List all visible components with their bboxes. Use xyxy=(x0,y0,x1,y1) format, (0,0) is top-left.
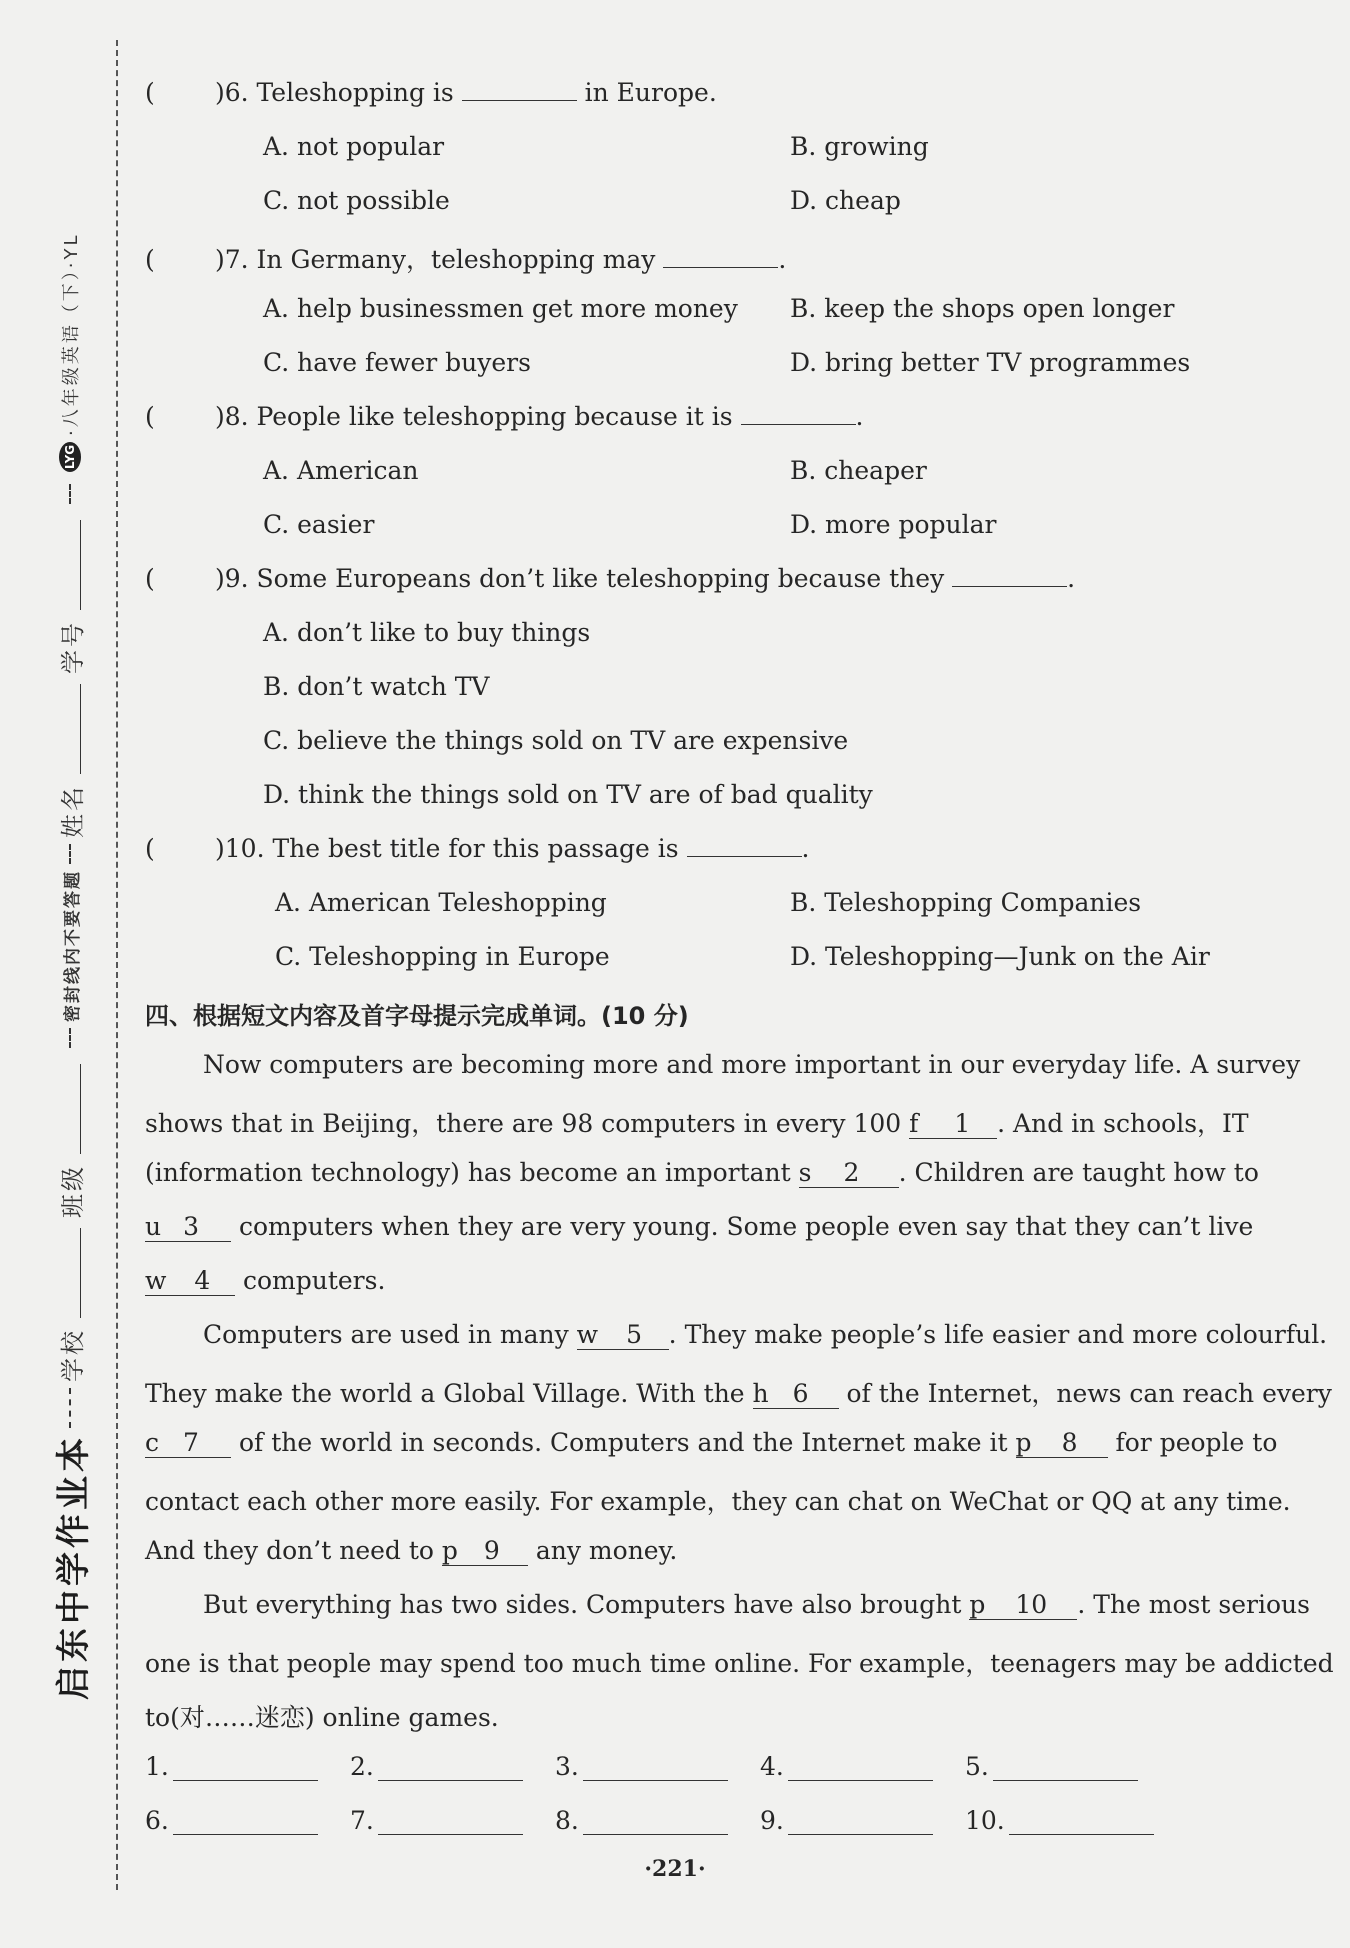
dash-segment xyxy=(69,844,71,864)
text-line: contact each other more easily. For example，they can chat on WeChat or QQ at any time. xyxy=(145,1487,1291,1516)
answer-paren[interactable]: ( xyxy=(145,245,155,274)
text-line xyxy=(203,1590,1310,1620)
text-line xyxy=(145,1374,1332,1410)
dash-segment xyxy=(69,1028,71,1048)
question-stem: )9. Some Europeans don’t like teleshopping because they xyxy=(215,564,945,593)
text-line: Now computers are becoming more and more important in our everyday life. A survey xyxy=(203,1050,1301,1079)
question-6 xyxy=(145,78,717,107)
answer-paren[interactable]: ( xyxy=(145,834,155,863)
blank-5[interactable]: w 5 xyxy=(577,1320,669,1350)
section-title: 四、根据短文内容及首字母提示完成单词。(10 分) xyxy=(145,1002,689,1030)
grade-label: ·八年级英语（下）·YL xyxy=(61,232,82,436)
blank-8[interactable]: p 8 xyxy=(1016,1428,1108,1458)
option: B. keep the shops open longer xyxy=(790,294,1175,323)
seal-note: 密封线内不要答题 xyxy=(62,870,83,1022)
blank-4[interactable]: w 4 xyxy=(145,1266,235,1296)
question-stem: )7. In Germany，teleshopping may xyxy=(215,245,656,274)
question-stem-end: . xyxy=(778,245,787,274)
text-line xyxy=(203,1320,1327,1350)
question-stem-end: in Europe. xyxy=(584,78,717,107)
question-stem-end: . xyxy=(801,834,810,863)
stem-blank xyxy=(687,834,802,857)
answer-3[interactable]: 3. xyxy=(555,1752,728,1781)
text-line: to(对……迷恋) online games. xyxy=(145,1703,499,1732)
class-label: 班级 xyxy=(58,1164,87,1218)
answer-5[interactable]: 5. xyxy=(965,1752,1138,1781)
option: D. think the things sold on TV are of bad quality xyxy=(263,780,873,809)
blank-2[interactable]: s 2 xyxy=(799,1158,899,1188)
text-line xyxy=(145,1104,1249,1140)
option: C. have fewer buyers xyxy=(263,348,531,377)
text-span: for people to xyxy=(1115,1428,1278,1457)
option: B. cheaper xyxy=(790,456,927,485)
text-span: But everything has two sides. Computers have also brought xyxy=(203,1590,962,1619)
text-line xyxy=(145,1212,1253,1242)
blank-7[interactable]: c 7 xyxy=(145,1428,231,1458)
question-10 xyxy=(145,834,810,863)
text-span: shows that in Beijing，there are 98 computers in every 100 xyxy=(145,1109,902,1138)
stem-blank xyxy=(462,78,577,101)
publisher-logo: LYG xyxy=(59,442,81,472)
option: D. more popular xyxy=(790,510,997,539)
dash-segment xyxy=(69,484,71,504)
option: D. bring better TV programmes xyxy=(790,348,1191,377)
stem-blank xyxy=(952,564,1067,587)
text-span: computers. xyxy=(242,1266,386,1295)
option: C. easier xyxy=(263,510,375,539)
answer-paren[interactable]: ( xyxy=(145,402,155,431)
text-line xyxy=(145,1536,677,1566)
id-label: 学号 xyxy=(58,620,87,674)
seal-dashed-line xyxy=(116,40,118,1890)
stem-blank xyxy=(663,245,778,268)
blank-10[interactable]: p 10 xyxy=(969,1590,1077,1620)
binding-sidebar xyxy=(40,50,100,1700)
blank-1[interactable]: f 1 xyxy=(909,1109,997,1139)
text-span: (information technology) has become an important xyxy=(145,1158,791,1187)
text-span: of the Internet，news can reach every xyxy=(846,1379,1332,1408)
name-blank[interactable] xyxy=(60,684,81,774)
dash-segment xyxy=(69,1388,71,1428)
answer-10[interactable]: 10. xyxy=(965,1806,1154,1835)
option: A. American Teleshopping xyxy=(275,888,607,917)
text-span: . They make people’s life easier and more colourful. xyxy=(668,1320,1328,1349)
answer-8[interactable]: 8. xyxy=(555,1806,728,1835)
name-label: 姓名 xyxy=(58,784,87,838)
question-8 xyxy=(145,402,863,431)
text-span: And they don’t need to xyxy=(145,1536,434,1565)
option: A. help businessmen get more money xyxy=(263,294,738,323)
option: A. American xyxy=(263,456,419,485)
question-stem-end: . xyxy=(855,402,864,431)
answer-7[interactable]: 7. xyxy=(350,1806,523,1835)
option: D. Teleshopping—Junk on the Air xyxy=(790,942,1210,971)
question-stem: )6. Teleshopping is xyxy=(215,78,454,107)
page-number: ·221· xyxy=(644,1856,706,1882)
text-span: . The most serious xyxy=(1077,1590,1310,1619)
answer-paren[interactable]: ( xyxy=(145,564,155,593)
class-blank[interactable] xyxy=(60,1064,81,1154)
question-stem: )8. People like teleshopping because it is xyxy=(215,402,733,431)
text-span: . And in schools，IT xyxy=(997,1109,1249,1138)
blank-9[interactable]: p 9 xyxy=(442,1536,528,1566)
answer-4[interactable]: 4. xyxy=(760,1752,933,1781)
text-span: of the world in seconds. Computers and the Internet make it xyxy=(238,1428,1008,1457)
option: C. not possible xyxy=(263,186,450,215)
option: C. believe the things sold on TV are expensive xyxy=(263,726,849,755)
blank-6[interactable]: h 6 xyxy=(753,1379,839,1409)
question-9 xyxy=(145,564,1075,593)
question-stem-end: . xyxy=(1067,564,1076,593)
text-span: They make the world a Global Village. With the xyxy=(145,1379,745,1408)
text-span: computers when they are very young. Some people even say that they can’t live xyxy=(238,1212,1254,1241)
question-7 xyxy=(145,240,786,276)
stem-blank xyxy=(741,402,856,425)
option: C. Teleshopping in Europe xyxy=(275,942,610,971)
blank-3[interactable]: u 3 xyxy=(145,1212,231,1242)
school-label: 学校 xyxy=(58,1328,87,1382)
option: B. growing xyxy=(790,132,929,161)
id-blank[interactable] xyxy=(60,520,81,610)
question-stem: )10. The best title for this passage is xyxy=(215,834,679,863)
text-line xyxy=(145,1428,1277,1458)
option: D. cheap xyxy=(790,186,901,215)
answer-9[interactable]: 9. xyxy=(760,1806,933,1835)
option: A. not popular xyxy=(263,132,445,161)
book-title: 启东中学作业本 xyxy=(53,1434,94,1700)
text-span: Computers are used in many xyxy=(203,1320,569,1349)
answer-1[interactable]: 1. xyxy=(145,1752,318,1781)
option: B. Teleshopping Companies xyxy=(790,888,1142,917)
school-blank[interactable] xyxy=(60,1228,81,1318)
option: B. don’t watch TV xyxy=(263,672,490,701)
option: A. don’t like to buy things xyxy=(263,618,591,647)
answer-paren[interactable]: ( xyxy=(145,78,155,107)
answer-6[interactable]: 6. xyxy=(145,1806,318,1835)
text-span: any money. xyxy=(535,1536,678,1565)
answer-2[interactable]: 2. xyxy=(350,1752,523,1781)
text-span: . Children are taught how to xyxy=(898,1158,1259,1187)
text-line xyxy=(145,1158,1259,1188)
text-line xyxy=(145,1266,385,1296)
text-line: one is that people may spend too much time online. For example，teenagers may be addicted xyxy=(145,1649,1334,1678)
